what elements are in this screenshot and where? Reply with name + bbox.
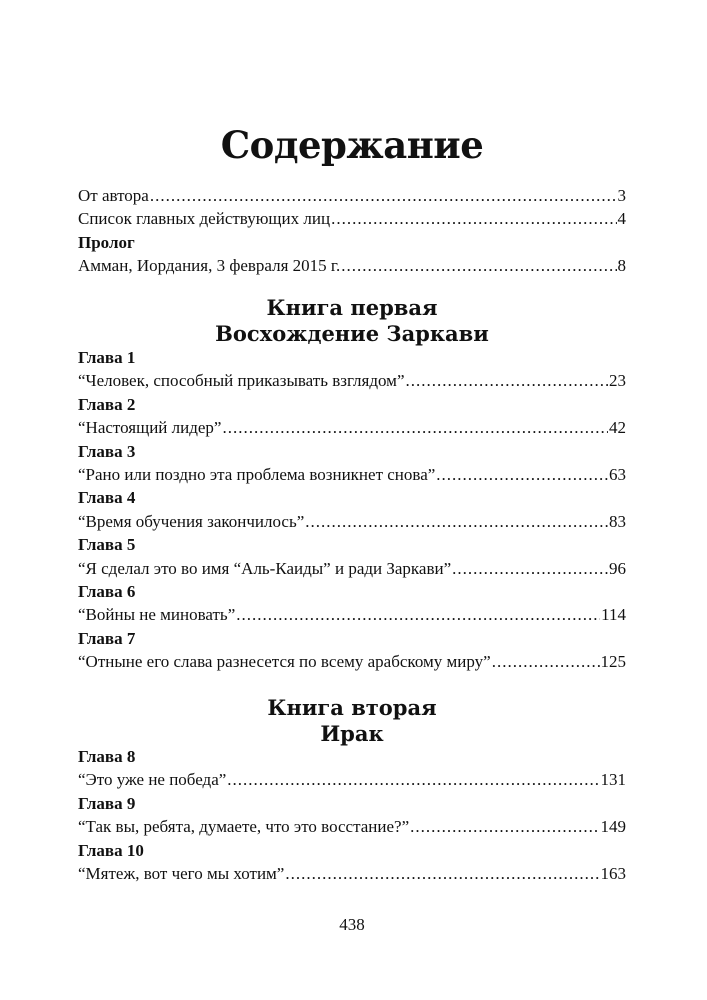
chapter-heading: Глава 7 <box>78 628 136 648</box>
toc-entry[interactable] <box>78 650 626 673</box>
entry-title: “Настоящий лидер” <box>78 418 222 438</box>
chapter-heading: Глава 2 <box>78 394 136 414</box>
toc-entry[interactable] <box>78 815 626 838</box>
entry-page: 4 <box>617 209 626 229</box>
entry-title: “Человек, способный приказывать взглядом” <box>78 371 405 391</box>
book-two-title: Ирак <box>320 720 384 746</box>
page-number: 438 <box>339 915 365 934</box>
entry-page: 96 <box>609 558 626 578</box>
book-two-chapters <box>78 745 626 885</box>
entry-title: “Это уже не победа” <box>78 770 227 790</box>
dot-leader <box>436 463 608 486</box>
dot-leader <box>410 815 599 838</box>
entry-page: 125 <box>600 652 626 672</box>
entry-title: “Так вы, ребята, думаете, что это восстание?” <box>78 817 410 837</box>
dot-leader <box>406 369 609 392</box>
dot-leader <box>341 254 616 277</box>
dot-leader <box>452 557 608 580</box>
entry-page: 23 <box>609 371 626 391</box>
chapter-heading: Глава 10 <box>78 840 144 860</box>
entry-page: 63 <box>609 464 626 484</box>
toc-entry[interactable] <box>78 207 626 230</box>
toc-entry[interactable] <box>78 510 626 533</box>
entry-title: “Мятеж, вот чего мы хотим” <box>78 863 285 883</box>
dot-leader <box>150 184 617 207</box>
toc-entry[interactable] <box>78 463 626 486</box>
entry-page: 114 <box>601 605 626 625</box>
book-one-chapters <box>78 346 626 673</box>
chapter-heading: Глава 4 <box>78 488 136 508</box>
chapter-heading: Глава 5 <box>78 535 136 555</box>
chapter-heading: Глава 6 <box>78 581 136 601</box>
entry-title: “Время обучения закончилось” <box>78 511 305 531</box>
dot-leader <box>222 416 608 439</box>
dot-leader <box>492 650 600 673</box>
book-one-heading <box>78 295 626 346</box>
entry-page: 42 <box>609 418 626 438</box>
entry-page: 149 <box>600 817 626 837</box>
front-matter <box>78 184 626 278</box>
prologue-heading: Пролог <box>78 232 135 252</box>
book-two-label: Книга вторая <box>267 695 437 720</box>
entry-title: “Я сделал это во имя “Аль-Каиды” и ради Заркави” <box>78 558 452 578</box>
book-two-heading <box>78 695 626 746</box>
toc-entry[interactable] <box>78 603 626 626</box>
entry-page: 83 <box>609 511 626 531</box>
entry-page: 131 <box>600 770 626 790</box>
entry-title: Амман, Иордания, 3 февраля 2015 г. <box>78 256 341 276</box>
entry-title: “Отныне его слава разнесется по всему арабскому миру” <box>78 652 491 672</box>
toc-entry[interactable] <box>78 254 626 277</box>
entry-title: “Войны не миновать” <box>78 605 236 625</box>
book-one-title: Восхождение Заркави <box>215 320 489 346</box>
entry-title: Список главных действующих лиц <box>78 209 331 229</box>
dot-leader <box>236 603 600 626</box>
page-title: Содержание <box>220 123 484 167</box>
entry-page: 8 <box>617 256 626 276</box>
dot-leader <box>331 207 616 230</box>
toc-entry[interactable] <box>78 862 626 885</box>
toc-entry[interactable] <box>78 768 626 791</box>
toc-entry[interactable] <box>78 557 626 580</box>
entry-page: 3 <box>617 186 626 205</box>
book-one-label: Книга первая <box>266 295 438 320</box>
dot-leader <box>285 862 599 885</box>
chapter-heading: Глава 9 <box>78 793 136 813</box>
dot-leader <box>227 768 599 791</box>
toc-entry[interactable] <box>78 416 626 439</box>
entry-page: 163 <box>600 863 626 883</box>
toc-entry[interactable] <box>78 369 626 392</box>
chapter-heading: Глава 1 <box>78 348 136 367</box>
toc-entry[interactable] <box>78 184 626 207</box>
dot-leader <box>305 510 608 533</box>
entry-title: “Рано или поздно эта проблема возникнет снова” <box>78 464 436 484</box>
chapter-heading: Глава 8 <box>78 747 136 766</box>
chapter-heading: Глава 3 <box>78 441 136 461</box>
entry-title: От автора <box>78 186 149 205</box>
